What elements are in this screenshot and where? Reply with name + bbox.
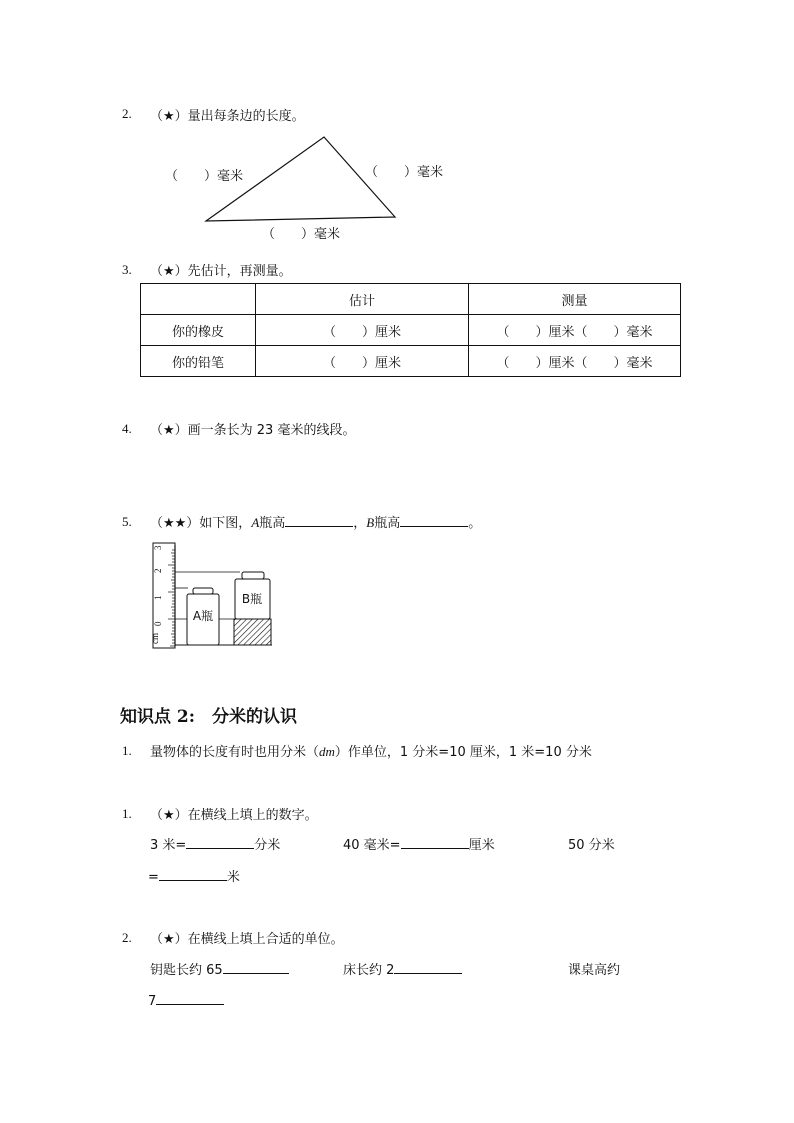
ex2-item-a [150, 959, 289, 978]
ruler [153, 543, 175, 648]
table-cell-item: 你的橡皮 [141, 315, 256, 346]
ex1-number: 1. [122, 806, 132, 821]
ruler-tick-label: 2 [153, 568, 163, 573]
table-header-cell: 测量 [469, 284, 681, 315]
bottle-a-label: A瓶 [192, 609, 214, 623]
bottle-a-cap [193, 588, 213, 594]
point1-text-a: 量物体的长度有时也用分米（ [150, 745, 320, 760]
q4-stem: （★）画一条长为 23 毫米的线段。 [150, 423, 356, 438]
q5-end: 。 [468, 516, 482, 531]
point1-number: 1. [122, 743, 132, 758]
ex2-a-text: 钥匙长约 65 [150, 963, 223, 978]
section-heading: 知识点 2: 分米的认识 [120, 707, 298, 727]
point1-unit: dm [319, 744, 335, 759]
table-cell-measure[interactable]: （ ）厘米（ ）毫米 [469, 315, 681, 346]
q5-b-blank[interactable] [400, 513, 468, 527]
q5-a-blank[interactable] [285, 513, 353, 527]
q5-number: 5. [122, 514, 132, 529]
ex2-item-b [343, 959, 462, 978]
ex1-item-c: 50 分米 [568, 838, 615, 853]
ex2-d-text: 7 [148, 994, 157, 1009]
ex2-item-d [148, 991, 224, 1009]
q2-right-label: （ ）毫米 [365, 165, 444, 180]
ruler-unit-label: cm [150, 633, 160, 644]
table-header-cell: 估计 [256, 284, 469, 315]
ruler-bottles-figure [150, 540, 280, 652]
q5-a-var: A [251, 515, 260, 530]
ex1-c2-pre: = [148, 870, 159, 885]
ex2-d-blank[interactable] [156, 991, 224, 1005]
ex1-item-c2 [148, 866, 240, 885]
q5-stem-text: （★★）如下图， [150, 516, 252, 531]
ex2-stem: （★）在横线上填上合适的单位。 [150, 932, 344, 947]
ex1-a-blank[interactable] [186, 835, 254, 849]
ex2-b-blank[interactable] [394, 960, 462, 974]
q4-number: 4. [122, 421, 132, 436]
q2-stem: （★）量出每条边的长度。 [150, 109, 305, 124]
q2-number: 2. [122, 106, 132, 121]
q2-bottom-label: （ ）毫米 [262, 227, 341, 242]
table-cell-measure[interactable]: （ ）厘米（ ）毫米 [469, 346, 681, 377]
point1-text-b: ）作单位，1 分米=10 厘米，1 米=10 分米 [334, 745, 592, 760]
table-row [141, 315, 681, 346]
ex2-item-c: 课桌高约 [568, 963, 621, 978]
q3-number: 3. [122, 262, 132, 277]
bottle-b-cap [242, 572, 264, 579]
ex1-b-post: 厘米 [468, 838, 495, 853]
q5-a-text: 瓶高 [259, 516, 286, 531]
q2-left-label: （ ）毫米 [165, 169, 244, 184]
ex1-c-blank[interactable] [159, 867, 227, 881]
hatched-block [234, 619, 271, 645]
ex2-a-blank[interactable] [223, 960, 289, 974]
q5-stem: （★★）如下图，A瓶高 ，B瓶高 。 [150, 515, 482, 531]
ex1-item-a [150, 834, 280, 853]
ex1-c2-post: 米 [226, 870, 240, 885]
ruler-tick-label: 3 [153, 545, 163, 550]
estimate-measure-table [140, 283, 681, 377]
table-cell-estimate[interactable]: （ ）厘米 [256, 346, 469, 377]
table-header-row [141, 284, 681, 315]
ruler-tick-label: 1 [153, 595, 163, 600]
ex1-stem: （★）在横线上填上的数字。 [150, 808, 318, 823]
ex1-b-pre: 40 毫米= [343, 838, 401, 853]
table-row [141, 346, 681, 377]
table-cell-estimate[interactable]: （ ）厘米 [256, 315, 469, 346]
ex2-b-text: 床长约 2 [343, 963, 395, 978]
point1-text [150, 741, 592, 760]
q5-b-var: B [366, 515, 375, 530]
ex1-a-post: 分米 [254, 838, 281, 853]
ex1-b-blank[interactable] [401, 835, 469, 849]
ruler-tick-label: 0 [153, 621, 163, 626]
q3-stem: （★）先估计，再测量。 [150, 264, 292, 279]
ex2-number: 2. [122, 930, 132, 945]
table-cell-item: 你的铅笔 [141, 346, 256, 377]
ex1-item-b [343, 834, 495, 853]
q5-b-text: 瓶高 [374, 516, 401, 531]
table-header-cell [141, 284, 256, 315]
bottle-b-label: B瓶 [241, 592, 263, 606]
ex1-a-pre: 3 米= [150, 838, 187, 853]
